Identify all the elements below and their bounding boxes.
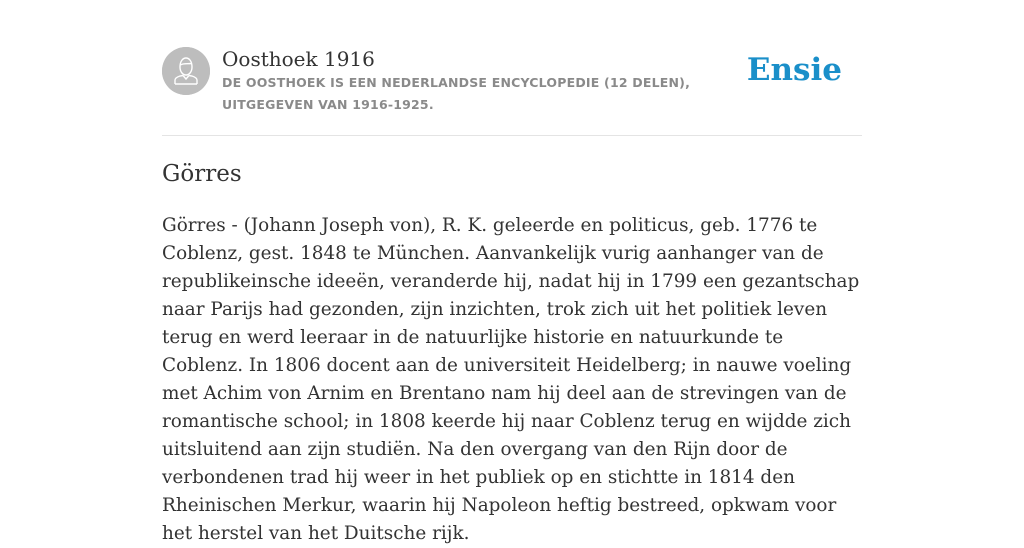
source-header [162, 44, 862, 136]
article-term: Görres [162, 161, 242, 187]
source-title[interactable]: Oosthoek 1916 [222, 47, 375, 71]
article-body: Görres - (Johann Joseph von), R. K. geleerde en politicus, geb. 1776 te Coblenz, gest. 1848 te München. Aanvankelijk vurig aanhanger van de republikeinsche ideeën, veranderde hij, nadat hij in 1799 een gezantschap naar Parijs had gezonden, zijn inzichten, trok zich uit het politiek leven terug en werd leeraar in de natuurlijke historie en natuurkunde te Coblenz. In 1806 docent aan de universiteit Heidelberg; in nauwe voeling met Achim von Arnim en Brentano nam hij deel aan de strevingen van de romantische school; in 1808 keerde hij naar Coblenz terug en wijdde zich uitsluitend aan zijn studiën. Na den overgang van den Rijn door de verbondenen trad hij weer in het publiek op en stichtte in 1814 den Rheinischen Merkur, waarin hij Napoleon heftig bestreed, opkwam voor het herstel van het Duitsche rijk. [162, 215, 860, 544]
source-description: DE OOSTHOEK IS EEN NEDERLANDSE ENCYCLOPEDIE (12 DELEN), UITGEGEVEN VAN 1916-1925. [222, 75, 691, 112]
ensie-logo[interactable]: Ensie [746, 52, 842, 88]
user-avatar-icon[interactable] [162, 47, 210, 95]
header-divider [162, 135, 862, 136]
